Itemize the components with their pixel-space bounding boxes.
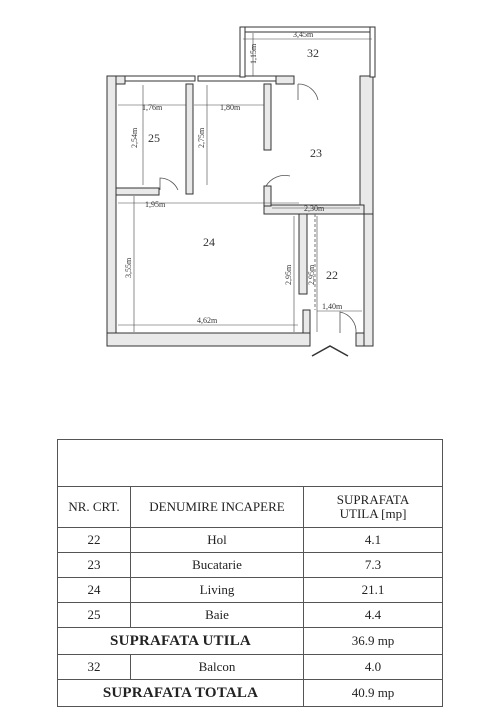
wall-bottom	[107, 333, 310, 346]
total-utila-value: 36.9 mp	[304, 628, 443, 655]
wall-hall-left-lower	[303, 310, 310, 333]
wall-bath-bottom	[116, 188, 159, 195]
row-name: Bucatarie	[131, 553, 304, 578]
table-row	[58, 528, 443, 553]
total-totala-row	[58, 680, 443, 707]
wall-right-lower	[364, 214, 373, 346]
row-name: Baie	[131, 603, 304, 628]
dim-balcony-width: 3,45m	[293, 30, 314, 39]
table-row	[58, 553, 443, 578]
table-row	[58, 655, 443, 680]
dim-living-right: 2,95m	[284, 264, 293, 285]
area-table-container	[57, 439, 442, 707]
row-nr: 22	[58, 528, 131, 553]
dim-kitchen-lower: 2,30m	[304, 204, 325, 213]
header-suprafata-line2: UTILA [mp]	[339, 506, 407, 521]
row-name: Living	[131, 578, 304, 603]
row-name: Hol	[131, 528, 304, 553]
entrance-arrow-icon	[312, 346, 348, 356]
balcony-wall-left	[240, 27, 245, 77]
wall-hall-left	[299, 214, 307, 294]
table-blank-row	[58, 440, 443, 487]
total-totala-value: 40.9 mp	[304, 680, 443, 707]
area-table	[57, 439, 443, 707]
row-area: 4.0	[304, 655, 443, 680]
wall-top-window-right	[198, 76, 276, 81]
dim-living-upper: 1,95m	[145, 200, 166, 209]
dim-living-width: 4,62m	[197, 316, 218, 325]
total-utila-row	[58, 628, 443, 655]
row-nr: 25	[58, 603, 131, 628]
dim-kitchen-depth: 2,75m	[197, 127, 206, 148]
header-suprafata	[304, 487, 443, 528]
dim-hall-depth: 2,95m	[307, 264, 316, 285]
door-kitchen	[266, 175, 290, 186]
wall-left	[107, 76, 116, 346]
room-23: 23	[310, 146, 322, 160]
header-nr-crt: NR. CRT.	[58, 487, 131, 528]
row-nr: 23	[58, 553, 131, 578]
dim-hall-width: 1,40m	[322, 302, 343, 311]
row-nr: 24	[58, 578, 131, 603]
wall-top-window-left	[125, 76, 195, 81]
balcony-wall-right	[370, 27, 375, 77]
table-row	[58, 603, 443, 628]
door-balcony	[298, 84, 318, 100]
room-25: 25	[148, 131, 160, 145]
header-suprafata-line1: SUPRAFATA	[336, 492, 410, 507]
dim-balcony-depth: 1,15m	[249, 43, 258, 64]
dim-living-depth: 3,55m	[124, 257, 133, 278]
dim-bath-depth: 2,54m	[130, 127, 139, 148]
header-denumire: DENUMIRE INCAPERE	[131, 487, 304, 528]
row-nr: 32	[58, 655, 131, 680]
wall-right-upper	[360, 76, 373, 214]
door-entrance	[340, 312, 356, 333]
row-area: 4.1	[304, 528, 443, 553]
total-totala-label: SUPRAFATA TOTALA	[58, 680, 304, 707]
room-32: 32	[307, 46, 319, 60]
wall-kitchen-left	[264, 84, 271, 150]
row-area: 4.4	[304, 603, 443, 628]
row-area: 7.3	[304, 553, 443, 578]
table-row	[58, 578, 443, 603]
row-area: 21.1	[304, 578, 443, 603]
door-bath	[160, 178, 178, 190]
table-header-row	[58, 487, 443, 528]
room-24: 24	[203, 235, 215, 249]
row-name: Balcon	[131, 655, 304, 680]
dim-kitchen-width: 1,80m	[220, 103, 241, 112]
wall-bath-right	[186, 84, 193, 194]
wall-top-mid	[276, 76, 294, 84]
total-utila-label: SUPRAFATA UTILA	[58, 628, 304, 655]
dim-bath-width: 1,76m	[142, 103, 163, 112]
room-22: 22	[326, 268, 338, 282]
